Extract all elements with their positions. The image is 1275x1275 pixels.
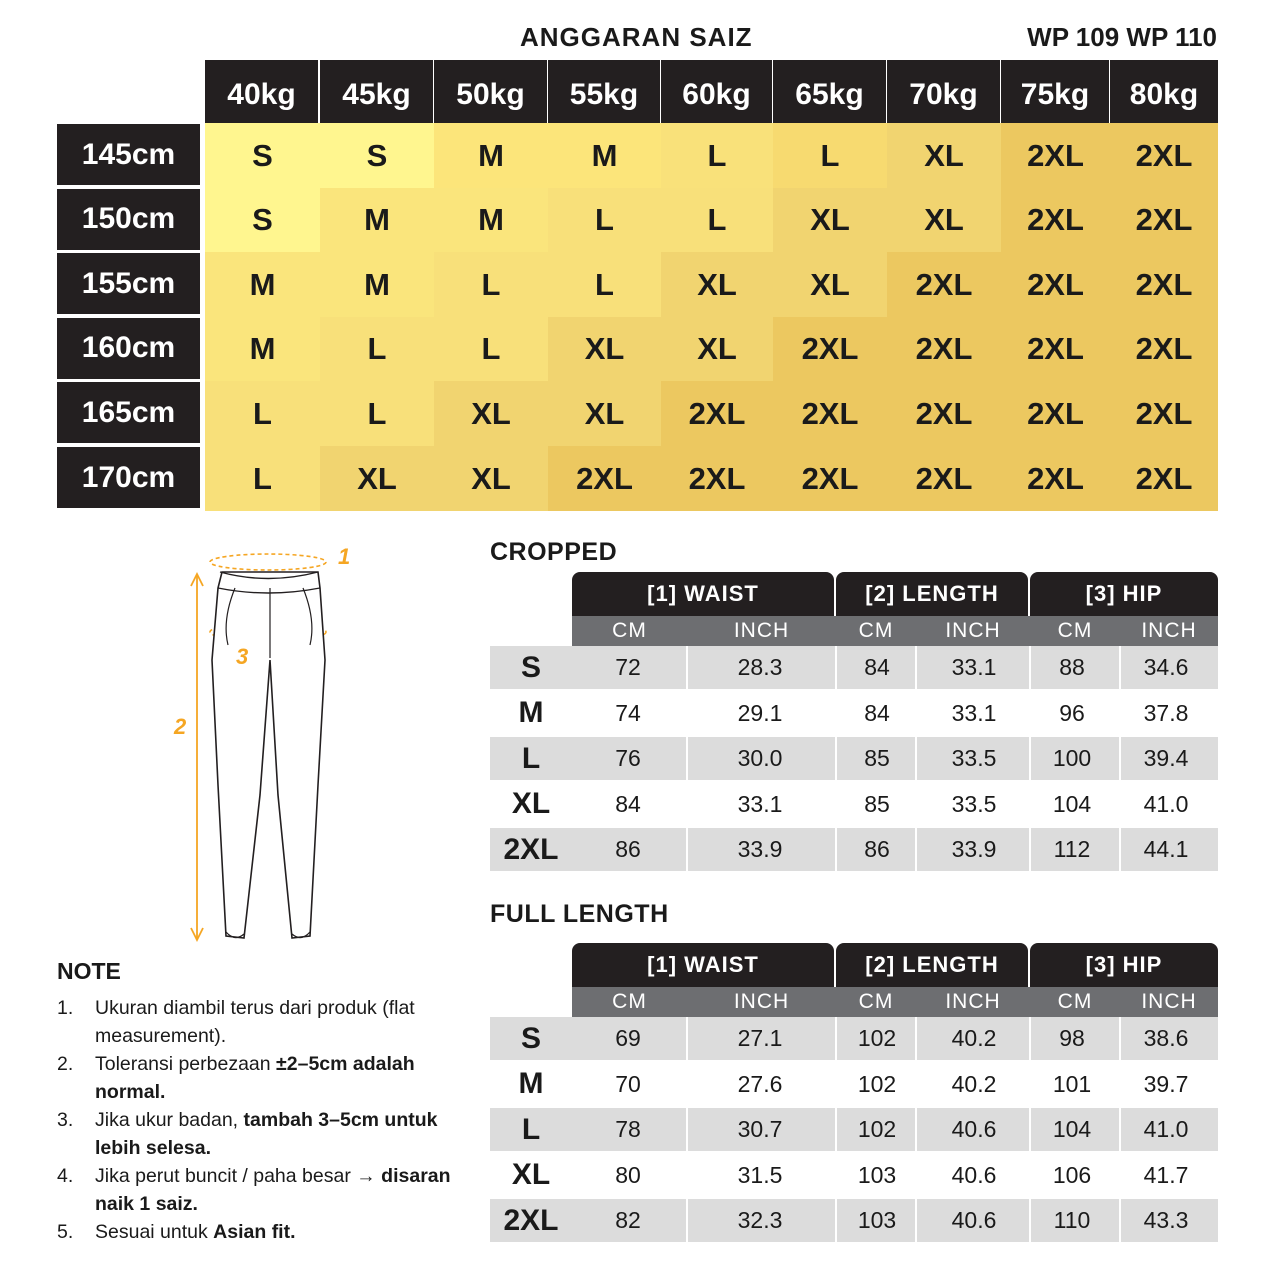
size-cell: M (548, 123, 661, 188)
size-cell: 2XL (1001, 252, 1110, 317)
measurement-value: 85 (864, 790, 890, 817)
size-cell: S (205, 188, 320, 253)
measurement-value: 33.5 (951, 745, 997, 771)
unit-header: CM (1030, 616, 1120, 646)
measurement-value: 110 (1053, 1207, 1091, 1233)
weight-header: 40kg (205, 60, 318, 123)
page-title: ANGGARAN SAIZ (520, 22, 753, 52)
column-divider (686, 1017, 688, 1245)
weight-header: 50kg (434, 60, 547, 123)
note-text: Jika perut buncit / paha besar → (95, 1165, 382, 1187)
height-header: 145cm (57, 124, 200, 185)
measurement-value: 88 (1059, 654, 1085, 680)
unit-header: INCH (687, 616, 836, 646)
cropped-title: CROPPED (490, 538, 618, 566)
size-cell: 2XL (1110, 317, 1218, 382)
size-cell: 2XL (1110, 123, 1218, 188)
size-cell: M (320, 188, 434, 253)
size-cell: 2XL (773, 381, 887, 446)
measurement-value: 74 (615, 699, 641, 726)
size-cell: 2XL (887, 381, 1001, 446)
unit-header: INCH (687, 987, 836, 1017)
measurement-value: 27.1 (737, 1025, 783, 1051)
size-cell: 2XL (1110, 252, 1218, 317)
size-cell: 2XL (661, 381, 773, 446)
waist-marker-ellipse (210, 554, 326, 570)
measurement-value: 33.9 (737, 836, 783, 862)
note-text: Jika ukur badan, (95, 1109, 244, 1131)
size-cell: M (320, 252, 434, 317)
weight-header: 70kg (887, 60, 1000, 123)
column-group-header: [1] WAIST (572, 572, 834, 616)
column-group-header: [1] WAIST (572, 943, 834, 987)
measurement-value: 41.0 (1143, 790, 1189, 817)
note-number: 1. (57, 997, 74, 1019)
weight-header: 65kg (773, 60, 886, 123)
size-cell: 2XL (773, 446, 887, 511)
table-row (490, 1017, 1218, 1060)
height-header: 160cm (57, 318, 200, 379)
table-row (490, 783, 1218, 826)
table-row (490, 1063, 1218, 1106)
measurement-value: 33.1 (951, 654, 997, 680)
measurement-value: 102 (857, 1070, 897, 1097)
size-cell: XL (548, 381, 661, 446)
weight-header: 60kg (661, 60, 772, 123)
size-label: M (518, 696, 544, 729)
note-item (57, 1218, 457, 1246)
measurement-value: 84 (615, 790, 641, 817)
size-cell: 2XL (887, 446, 1001, 511)
size-cell: 2XL (1001, 446, 1110, 511)
size-cell: XL (661, 317, 773, 382)
weight-header: 45kg (320, 60, 433, 123)
measurement-value: 78 (615, 1116, 641, 1142)
note-number: 3. (57, 1109, 74, 1131)
measurement-value: 32.3 (737, 1207, 783, 1233)
size-cell: 2XL (1001, 188, 1110, 253)
measurement-value: 84 (864, 699, 890, 726)
measurement-value: 86 (615, 836, 641, 862)
size-cell: L (548, 188, 661, 253)
column-group-header: [3] HIP (1030, 572, 1218, 616)
size-cell: L (320, 317, 434, 382)
size-cell: 2XL (1001, 381, 1110, 446)
measurement-value: 33.9 (951, 836, 997, 862)
column-divider (1119, 646, 1121, 874)
note-emphasis: disaran naik 1 saiz. (95, 1165, 451, 1215)
note-number: 4. (57, 1165, 74, 1187)
column-group-header: [3] HIP (1030, 943, 1218, 987)
measurement-value: 104 (1052, 1116, 1092, 1142)
unit-header: INCH (1120, 616, 1218, 646)
measurement-value: 106 (1052, 1161, 1092, 1188)
full-length-title: FULL LENGTH (490, 900, 669, 928)
measurement-value: 31.5 (737, 1161, 783, 1188)
column-divider (1029, 646, 1031, 874)
measurement-value: 104 (1052, 790, 1092, 817)
measurement-value: 43.3 (1143, 1207, 1189, 1233)
table-row (490, 1154, 1218, 1197)
table-row (490, 737, 1218, 780)
size-cell: M (434, 123, 548, 188)
measurement-value: 80 (615, 1161, 641, 1188)
measurement-value: 40.6 (951, 1207, 997, 1233)
measurement-value: 102 (857, 1025, 897, 1051)
column-divider (686, 646, 688, 874)
size-cell: L (773, 123, 887, 188)
size-cell: M (205, 252, 320, 317)
note-text: Toleransi perbezaan (95, 1053, 277, 1075)
product-code: WP 109 WP 110 (1027, 22, 1217, 52)
measurement-value: 30.0 (737, 745, 783, 771)
measurement-value: 69 (615, 1025, 641, 1051)
unit-header: INCH (916, 987, 1030, 1017)
table-row (490, 1108, 1218, 1151)
measurement-value: 103 (857, 1207, 897, 1233)
measurement-value: 41.0 (1143, 1116, 1189, 1142)
measurement-value: 40.6 (951, 1161, 997, 1188)
size-cell: 2XL (887, 252, 1001, 317)
note-list (57, 994, 457, 1246)
pants-outline (212, 572, 325, 938)
measurement-value: 27.6 (737, 1070, 783, 1097)
note-text: Ukuran diambil terus dari produk (flat measurement). (95, 997, 415, 1047)
size-cell: 2XL (1110, 381, 1218, 446)
measurement-value: 84 (864, 654, 890, 680)
size-cell: 2XL (548, 446, 661, 511)
size-cell: 2XL (1110, 446, 1218, 511)
size-cell: L (661, 123, 773, 188)
note-number: 2. (57, 1053, 74, 1075)
table-row (490, 646, 1218, 689)
size-cell: 2XL (1110, 188, 1218, 253)
unit-header: CM (1030, 987, 1120, 1017)
measurement-value: 39.4 (1143, 745, 1189, 771)
unit-header: INCH (1120, 987, 1218, 1017)
size-cell: L (205, 381, 320, 446)
size-cell: XL (548, 317, 661, 382)
measurement-value: 29.1 (737, 699, 783, 726)
measurement-value: 34.6 (1143, 654, 1189, 680)
weight-header: 55kg (548, 60, 660, 123)
measurement-value: 40.6 (951, 1116, 997, 1142)
measurement-value: 40.2 (951, 1025, 997, 1051)
measurement-value: 76 (615, 745, 641, 771)
unit-header: CM (836, 616, 916, 646)
size-cell: 2XL (773, 317, 887, 382)
measurement-value: 98 (1059, 1025, 1085, 1051)
measurement-value: 37.8 (1143, 699, 1189, 726)
size-label: XL (511, 787, 551, 820)
height-header: 155cm (57, 253, 200, 314)
column-divider (1119, 1017, 1121, 1245)
waist-marker-label: 1 (338, 544, 351, 569)
column-group-header: [2] LENGTH (836, 572, 1028, 616)
size-cell: S (205, 123, 320, 188)
size-cell: L (320, 381, 434, 446)
size-cell: L (434, 317, 548, 382)
size-cell: XL (773, 188, 887, 253)
measurement-value: 41.7 (1143, 1161, 1189, 1188)
size-cell: L (434, 252, 548, 317)
size-cell: 2XL (1001, 123, 1110, 188)
note-item (57, 994, 457, 1050)
height-header: 170cm (57, 447, 200, 508)
measurement-value: 96 (1059, 699, 1085, 726)
size-label: 2XL (503, 832, 559, 866)
note-emphasis: Asian fit. (213, 1221, 296, 1243)
note-number: 5. (57, 1221, 74, 1243)
measurement-value: 39.7 (1143, 1070, 1189, 1097)
hip-marker-label: 3 (236, 644, 249, 669)
size-cell: L (205, 446, 320, 511)
length-marker-label: 2 (174, 714, 187, 739)
measurement-value: 38.6 (1143, 1025, 1189, 1051)
measurement-value: 72 (615, 654, 641, 680)
size-cell: 2XL (1001, 317, 1110, 382)
measurement-value: 30.7 (737, 1116, 783, 1142)
table-row (490, 1199, 1218, 1242)
height-header: 165cm (57, 382, 200, 443)
column-divider (1029, 1017, 1031, 1245)
size-label: XL (511, 1158, 551, 1191)
note-emphasis: ±2–5cm adalah normal. (95, 1053, 415, 1103)
note-emphasis: tambah 3–5cm untuk lebih selesa. (95, 1109, 438, 1159)
size-cell: 2XL (661, 446, 773, 511)
size-cell: S (320, 123, 434, 188)
measurement-value: 70 (615, 1070, 641, 1097)
size-label: S (520, 1021, 541, 1055)
size-cell: XL (320, 446, 434, 511)
size-cell: XL (434, 381, 548, 446)
note-title: NOTE (57, 958, 121, 984)
column-divider (835, 1017, 837, 1245)
note-item (57, 1106, 457, 1162)
weight-header: 80kg (1110, 60, 1218, 123)
column-group-header: [2] LENGTH (836, 943, 1028, 987)
size-cell: XL (661, 252, 773, 317)
size-label: 2XL (503, 1203, 559, 1237)
note-text: Sesuai untuk (95, 1221, 214, 1243)
column-divider (915, 646, 917, 874)
size-cell: XL (887, 188, 1001, 253)
note-item (57, 1050, 457, 1106)
table-row (490, 692, 1218, 735)
measurement-value: 33.1 (951, 699, 997, 726)
column-divider (835, 646, 837, 874)
size-cell: M (434, 188, 548, 253)
height-header: 150cm (57, 189, 200, 250)
size-label: S (520, 650, 541, 684)
weight-header: 75kg (1001, 60, 1109, 123)
measurement-value: 100 (1052, 745, 1092, 771)
size-label: M (518, 1067, 544, 1100)
size-cell: XL (773, 252, 887, 317)
size-cell: L (661, 188, 773, 253)
size-cell: L (548, 252, 661, 317)
measurement-value: 28.3 (737, 654, 783, 680)
measurement-value: 86 (864, 836, 890, 862)
unit-header: CM (836, 987, 916, 1017)
measurement-value: 102 (857, 1116, 897, 1142)
size-cell: 2XL (887, 317, 1001, 382)
measurement-value: 44.1 (1143, 836, 1189, 862)
measurement-value: 112 (1053, 836, 1091, 862)
column-divider (915, 1017, 917, 1245)
pants-measurement-figure (160, 540, 390, 950)
size-label: L (521, 741, 541, 775)
size-cell: XL (434, 446, 548, 511)
size-cell: M (205, 317, 320, 382)
table-row (490, 828, 1218, 871)
measurement-value: 40.2 (951, 1070, 997, 1097)
measurement-value: 82 (615, 1207, 641, 1233)
measurement-value: 33.5 (951, 790, 997, 817)
size-cell: XL (887, 123, 1001, 188)
measurement-value: 85 (864, 745, 890, 771)
unit-header: CM (572, 616, 687, 646)
size-label: L (521, 1112, 541, 1146)
measurement-value: 103 (857, 1161, 897, 1188)
note-item (57, 1162, 457, 1218)
measurement-value: 33.1 (737, 790, 783, 817)
unit-header: INCH (916, 616, 1030, 646)
unit-header: CM (572, 987, 687, 1017)
measurement-value: 101 (1052, 1070, 1092, 1097)
